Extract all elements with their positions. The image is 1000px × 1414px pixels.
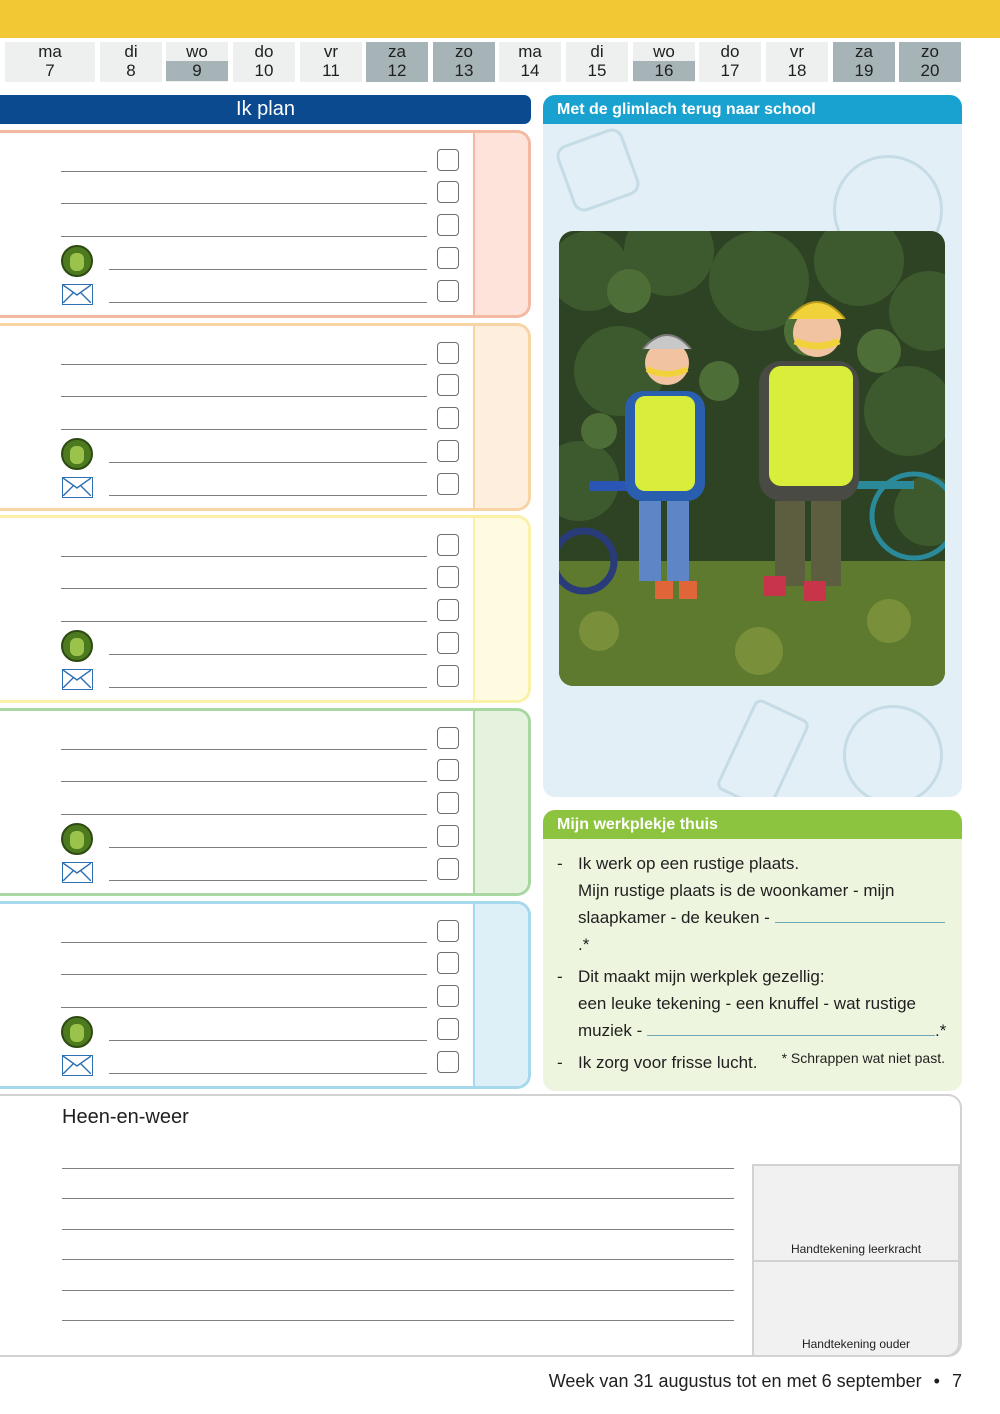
plan-checkbox[interactable] <box>437 1018 459 1040</box>
day-vr-11 <box>300 42 362 82</box>
top-color-bar <box>0 0 1000 38</box>
plan-day-block <box>0 130 531 318</box>
signature-teacher-box[interactable] <box>752 1164 960 1262</box>
plan-write-line[interactable] <box>109 687 427 688</box>
envelope-icon <box>62 284 93 305</box>
day-di-15 <box>566 42 628 82</box>
plan-write-line[interactable] <box>109 495 427 496</box>
day-label: vr <box>323 42 339 61</box>
plan-day-block <box>0 515 531 703</box>
plan-day-block <box>0 708 531 896</box>
day-label: di <box>590 42 604 61</box>
day-label: vr <box>789 42 805 61</box>
footer-bullet: • <box>933 1371 940 1391</box>
plan-write-line[interactable] <box>61 203 427 204</box>
plan-checkbox[interactable] <box>437 1051 459 1073</box>
plan-checkbox[interactable] <box>437 952 459 974</box>
plan-header: Ik plan <box>0 95 531 124</box>
plan-write-line[interactable] <box>61 364 427 365</box>
day-number: 19 <box>854 61 874 80</box>
day-number: 13 <box>454 61 474 80</box>
day-number: 12 <box>387 61 407 80</box>
page-footer <box>549 1371 962 1392</box>
plan-write-line[interactable] <box>109 302 427 303</box>
plan-checkbox[interactable] <box>437 792 459 814</box>
heen-en-weer-section <box>0 1094 962 1357</box>
day-wo-16 <box>633 42 695 82</box>
day-do-10 <box>233 42 295 82</box>
plan-write-line[interactable] <box>61 588 427 589</box>
day-do-17 <box>699 42 761 82</box>
workplace-title: Mijn werkplekje thuis <box>543 810 962 839</box>
list-dash: - <box>557 967 563 986</box>
day-label: wo <box>186 42 208 61</box>
photo-children-helmets <box>559 231 945 686</box>
workplace-item <box>557 850 952 958</box>
day-label: di <box>124 42 138 61</box>
heen-title: Heen-en-weer <box>62 1106 189 1128</box>
workplace-line-text: Ik werk op een rustige plaats. <box>578 854 800 873</box>
plan-day-block <box>0 901 531 1089</box>
page-number: 7 <box>951 1371 962 1391</box>
plan-checkbox[interactable] <box>437 825 459 847</box>
day-number: 8 <box>126 61 136 80</box>
photo-panel <box>543 95 962 797</box>
envelope-icon <box>62 669 93 690</box>
plan-write-line[interactable] <box>109 1040 427 1041</box>
plan-write-line[interactable] <box>61 781 427 782</box>
photo-panel-title: Met de glimlach terug naar school <box>543 95 962 124</box>
day-label: do <box>720 42 740 61</box>
envelope-icon <box>62 862 93 883</box>
day-di-8 <box>100 42 162 82</box>
workplace-line <box>578 850 952 877</box>
backpack-icon <box>61 823 93 855</box>
plan-checkbox[interactable] <box>437 858 459 880</box>
plan-write-line[interactable] <box>61 171 427 172</box>
workplace-line <box>578 963 952 990</box>
plan-write-line[interactable] <box>61 1007 427 1008</box>
heen-write-line[interactable] <box>62 1259 734 1260</box>
plan-checkbox[interactable] <box>437 214 459 236</box>
asterisk-mark: .* <box>934 1021 947 1040</box>
workplace-line <box>578 990 952 1017</box>
plan-write-line[interactable] <box>109 654 427 655</box>
workplace-line <box>578 877 952 904</box>
plan-write-line[interactable] <box>109 462 427 463</box>
day-number: 15 <box>587 61 607 80</box>
plan-checkbox[interactable] <box>437 920 459 942</box>
plan-write-line[interactable] <box>61 236 427 237</box>
plan-block-side <box>473 711 528 893</box>
fill-in-blank[interactable] <box>647 1022 935 1036</box>
day-label: ma <box>518 42 542 61</box>
day-ma-14 <box>499 42 561 82</box>
plan-day-block <box>0 323 531 511</box>
plan-checkbox[interactable] <box>437 374 459 396</box>
plan-checkbox[interactable] <box>437 407 459 429</box>
plan-checkbox[interactable] <box>437 440 459 462</box>
plan-write-line[interactable] <box>109 1073 427 1074</box>
pencil-doodle-icon <box>715 697 812 797</box>
day-label: zo <box>921 42 939 61</box>
day-number: 14 <box>520 61 540 80</box>
book-doodle-icon <box>553 125 643 215</box>
envelope-icon <box>62 1055 93 1076</box>
heen-write-line[interactable] <box>62 1320 734 1321</box>
plan-write-line[interactable] <box>61 621 427 622</box>
day-label: za <box>855 42 873 61</box>
plan-write-line[interactable] <box>61 749 427 750</box>
day-number: 20 <box>920 61 940 80</box>
signature-parent-box[interactable] <box>752 1260 960 1357</box>
heen-write-line[interactable] <box>62 1229 734 1230</box>
workplace-line-text: muziek - <box>578 1021 647 1040</box>
plan-checkbox[interactable] <box>437 280 459 302</box>
list-dash: - <box>557 854 563 873</box>
workplace-line-text: een leuke tekening - een knuffel - wat rustige <box>578 994 917 1013</box>
plan-checkbox[interactable] <box>437 727 459 749</box>
day-za-12 <box>366 42 428 82</box>
day-number: 9 <box>166 61 228 81</box>
fill-in-blank[interactable] <box>775 909 945 923</box>
plan-checkbox[interactable] <box>437 665 459 687</box>
backpack-icon <box>61 630 93 662</box>
plan-write-line[interactable] <box>61 942 427 943</box>
plan-checkbox[interactable] <box>437 247 459 269</box>
backpack-icon <box>61 438 93 470</box>
plan-write-line[interactable] <box>61 396 427 397</box>
workplace-note: * Schrappen wat niet past. <box>781 1050 945 1066</box>
day-number: 7 <box>45 61 55 80</box>
plan-checkbox[interactable] <box>437 149 459 171</box>
day-label: wo <box>653 42 675 61</box>
day-number: 11 <box>322 61 340 80</box>
backpack-icon <box>61 245 93 277</box>
plan-write-line[interactable] <box>61 429 427 430</box>
heen-write-line[interactable] <box>62 1290 734 1291</box>
plan-write-line[interactable] <box>109 269 427 270</box>
plan-block-side <box>473 518 528 700</box>
plan-write-line[interactable] <box>109 847 427 848</box>
signature-teacher-label: Handtekening leerkracht <box>790 1242 922 1256</box>
plan-checkbox[interactable] <box>437 566 459 588</box>
plan-checkbox[interactable] <box>437 342 459 364</box>
workplace-items <box>557 850 952 1081</box>
plan-checkbox[interactable] <box>437 632 459 654</box>
plan-checkbox[interactable] <box>437 759 459 781</box>
photo-illustration <box>559 231 945 686</box>
day-wo-9 <box>166 42 228 82</box>
plan-block-side <box>473 326 528 508</box>
plan-checkbox[interactable] <box>437 534 459 556</box>
clock-doodle-icon <box>843 705 943 797</box>
workplace-line-text: Mijn rustige plaats is de woonkamer - mijn <box>578 881 895 900</box>
day-number: 16 <box>633 61 695 81</box>
plan-write-line[interactable] <box>61 814 427 815</box>
footer-week-text: Week van 31 augustus tot en met 6 september <box>548 1371 922 1391</box>
workplace-line-text: Ik zorg voor frisse lucht. <box>578 1053 758 1072</box>
day-number: 10 <box>254 61 274 80</box>
day-vr-18 <box>766 42 828 82</box>
plan-checkbox[interactable] <box>437 985 459 1007</box>
list-dash: - <box>557 1053 563 1072</box>
heen-write-line[interactable] <box>62 1168 734 1169</box>
day-label: za <box>388 42 406 61</box>
plan-write-line[interactable] <box>61 556 427 557</box>
plan-checkbox[interactable] <box>437 599 459 621</box>
day-zo-20 <box>899 42 961 82</box>
workplace-panel <box>543 810 962 1091</box>
day-zo-13 <box>433 42 495 82</box>
day-ma-7 <box>5 42 95 82</box>
day-number: 17 <box>720 61 740 80</box>
backpack-icon <box>61 1016 93 1048</box>
plan-block-side <box>473 133 528 315</box>
asterisk-mark: .* <box>578 935 590 954</box>
day-label: zo <box>455 42 473 61</box>
day-number: 18 <box>787 61 807 80</box>
plan-checkbox[interactable] <box>437 473 459 495</box>
workplace-line-text: slaapkamer - de keuken - <box>578 908 775 927</box>
plan-write-line[interactable] <box>61 974 427 975</box>
envelope-icon <box>62 477 93 498</box>
workplace-line <box>578 1017 952 1044</box>
heen-write-line[interactable] <box>62 1198 734 1199</box>
day-label: ma <box>38 42 62 61</box>
workplace-item <box>557 963 952 1044</box>
plan-checkbox[interactable] <box>437 181 459 203</box>
signature-parent-label: Handtekening ouder <box>801 1337 911 1351</box>
day-label: do <box>254 42 274 61</box>
plan-write-line[interactable] <box>109 880 427 881</box>
day-za-19 <box>833 42 895 82</box>
plan-block-side <box>473 904 528 1086</box>
workplace-line-text: Dit maakt mijn werkplek gezellig: <box>578 967 825 986</box>
day-strip <box>0 42 964 82</box>
workplace-line <box>578 904 952 958</box>
